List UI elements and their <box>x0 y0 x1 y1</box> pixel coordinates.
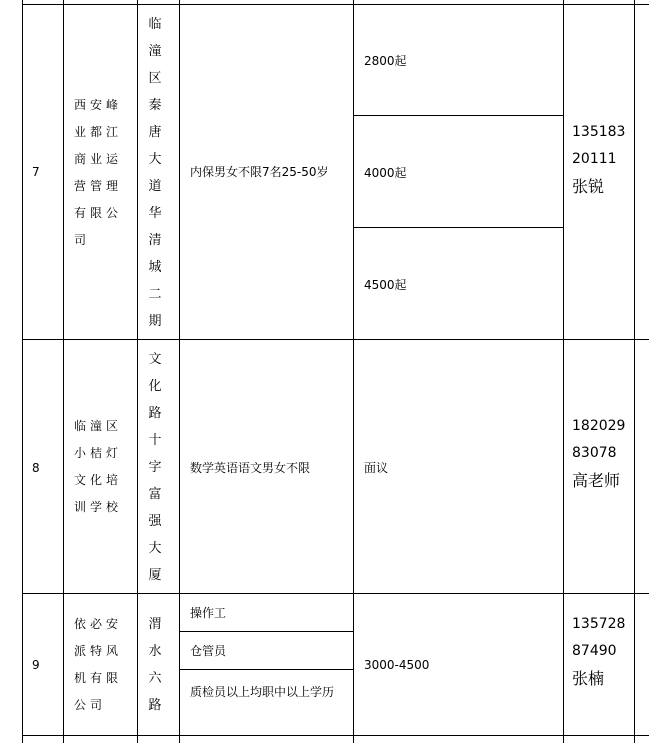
company-address: 临潼区秦唐大道华清城二期 <box>148 17 162 329</box>
contact-phone: 18202983078 <box>572 418 626 461</box>
salary: 2800起 <box>364 54 407 68</box>
salary: 面议 <box>364 461 389 475</box>
grid-line <box>22 4 649 5</box>
grid-line <box>563 0 564 743</box>
grid-line <box>353 227 563 228</box>
position-name: 质检员以上均职中以上学历 <box>190 685 335 699</box>
grid-line <box>22 735 649 736</box>
company-name: 西安峰业都江商业运营管理有限公司 <box>74 98 123 247</box>
grid-line <box>179 631 353 632</box>
position-name: 操作工 <box>190 606 227 620</box>
grid-line <box>22 339 649 340</box>
grid-line <box>353 115 563 116</box>
position-name: 仓管员 <box>190 644 227 658</box>
contact-phone: 13572887490 <box>572 616 626 659</box>
contact-info <box>572 119 628 200</box>
contact-phone: 13518320111 <box>572 124 626 167</box>
contact-info <box>572 413 628 494</box>
company-address: 渭水六路 <box>148 617 162 713</box>
company-name: 依必安派特风机有限公司 <box>74 617 123 712</box>
job-requirement: 内保男女不限7名25-50岁 <box>190 165 329 179</box>
job-requirement: 数学英语语文男女不限 <box>190 461 311 475</box>
grid-line <box>353 0 354 743</box>
grid-line <box>179 669 353 670</box>
grid-line <box>22 0 23 743</box>
salary: 3000-4500 <box>364 658 430 672</box>
contact-info <box>572 611 628 692</box>
company-address: 文化路十字富强大厦 <box>148 352 162 583</box>
salary: 4500起 <box>364 278 407 292</box>
contact-person: 张楠 <box>572 669 605 688</box>
salary: 4000起 <box>364 166 407 180</box>
contact-person: 张锐 <box>572 177 605 196</box>
company-name: 临潼区小桔灯文化培训学校 <box>74 419 123 514</box>
row-index: 8 <box>32 461 40 475</box>
contact-person: 高老师 <box>572 471 621 490</box>
row-index: 9 <box>32 658 40 672</box>
grid-line <box>137 0 138 743</box>
grid-line <box>22 593 649 594</box>
row-index: 7 <box>32 165 40 179</box>
grid-line <box>63 0 64 743</box>
grid-line <box>634 0 635 743</box>
